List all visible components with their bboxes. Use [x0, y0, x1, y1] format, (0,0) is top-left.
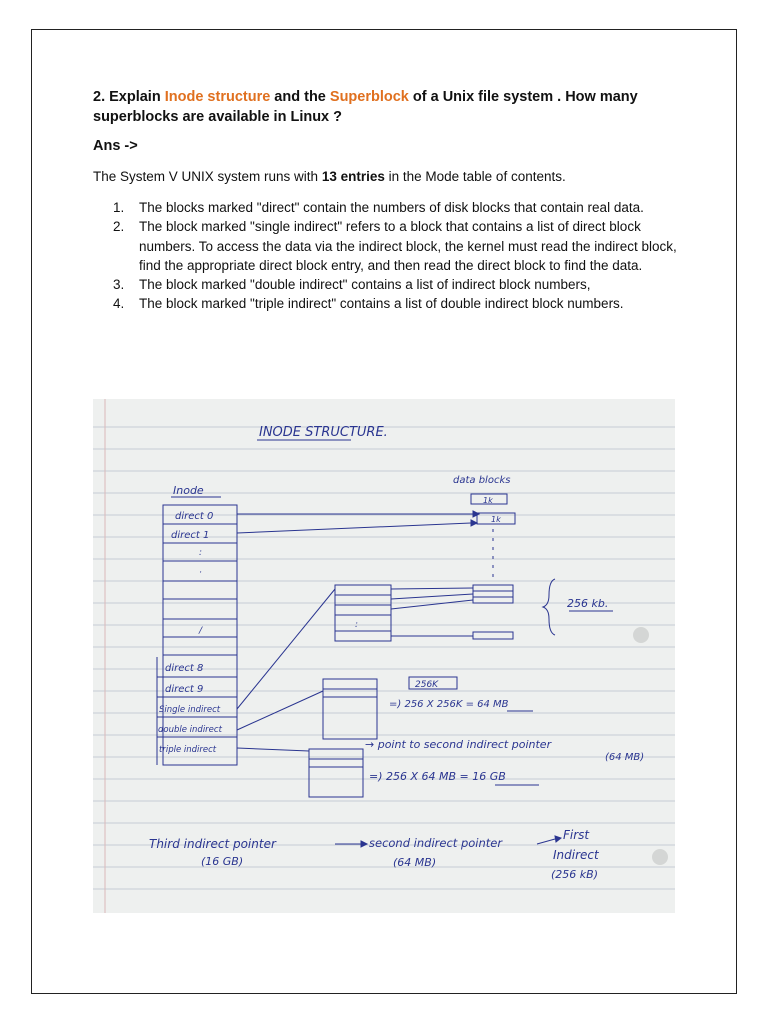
- list-item-number: 1.: [113, 200, 125, 215]
- double-indirect-block: [237, 679, 377, 739]
- inode-sketch: [93, 399, 675, 913]
- intro-bold: 13 entries: [321, 169, 385, 184]
- second-indirect-pointer: second indirect pointer: [369, 836, 503, 850]
- row-direct-0: direct 0: [175, 511, 214, 522]
- list-item: [113, 198, 683, 217]
- block-type-list: [113, 198, 683, 314]
- list-item-number: 3.: [113, 277, 125, 293]
- first-size: (256 kB): [551, 868, 598, 881]
- inode-sketch-photo: [93, 399, 675, 913]
- punch-hole: [633, 627, 649, 643]
- third-size: (16 GB): [201, 855, 244, 868]
- list-item-text: The block marked "single indirect" refers to a block that contains a list of direct block numbers. To access the data via the indirect block, the kernel must read the indirect block, find the appropriate direct block entry, and then read the direct block to find the data.: [139, 219, 677, 273]
- row-dots: ·: [199, 568, 202, 578]
- calc-64mb: =) 256 X 256K = 64 MB: [389, 699, 509, 710]
- block-1k-second: 1k: [491, 515, 501, 524]
- list-item-number: 2.: [113, 219, 125, 235]
- row-dots: :: [199, 548, 203, 558]
- intro-text-pre: The System V UNIX system runs with: [93, 169, 322, 184]
- highlight-superblock: Superblock: [329, 89, 409, 105]
- triple-indirect-block: [237, 748, 363, 797]
- row-single-indirect: Single indirect: [159, 705, 221, 715]
- question-number: 2.: [93, 89, 106, 105]
- intro-paragraph: [93, 169, 566, 184]
- block-1k-top: 1k: [483, 496, 493, 505]
- inode-label: Inode: [173, 484, 204, 497]
- calc-16gb: =) 256 X 64 MB = 16 GB: [369, 770, 506, 783]
- list-item-text: The block marked "double indirect" contains a list of indirect block numbers,: [139, 277, 591, 293]
- list-item-number: 4.: [113, 296, 125, 312]
- intro-text-post: in the Mode table of contents.: [384, 169, 566, 184]
- question-text-pre: Explain: [109, 89, 165, 105]
- first-label: First: [563, 828, 590, 842]
- size-256kb: 256 kb.: [567, 597, 609, 610]
- row-triple-indirect: triple indirect: [159, 745, 217, 755]
- second-size: (64 MB): [393, 856, 437, 869]
- box-256k-label: 256K: [415, 680, 439, 690]
- row-direct-1: direct 1: [171, 530, 210, 541]
- pointer-size: (64 MB): [605, 752, 645, 763]
- list-item: [113, 294, 683, 313]
- list-item: [113, 275, 683, 294]
- pointer-text: → point to second indirect pointer: [365, 738, 552, 751]
- question-text-mid: and the: [270, 89, 330, 105]
- sketch-title: INODE STRUCTURE.: [259, 425, 388, 440]
- direct-pointers: [237, 511, 479, 533]
- brace: [543, 579, 555, 635]
- question-heading: [93, 87, 683, 127]
- single-indirect-dots: :: [355, 620, 359, 630]
- answer-label: Ans ->: [93, 138, 138, 154]
- data-blocks-label: data blocks: [453, 475, 511, 486]
- list-item: [113, 217, 683, 275]
- row-dots: /: [199, 626, 203, 636]
- row-direct-9: direct 9: [165, 684, 204, 695]
- row-double-indirect: double indirect: [158, 725, 222, 735]
- list-item-text: The block marked "triple indirect" contains a list of double indirect block numbers.: [139, 296, 624, 312]
- punch-hole: [652, 849, 668, 865]
- question-text-post: of a Unix file system . How many superblocks are available in Linux ?: [93, 89, 638, 125]
- third-indirect-pointer: Third indirect pointer: [149, 837, 276, 851]
- first-indirect-label: Indirect: [553, 848, 599, 862]
- highlight-inode-structure: Inode structure: [164, 89, 271, 105]
- list-item-text: The blocks marked "direct" contain the numbers of disk blocks that contain real data.: [139, 200, 644, 215]
- row-direct-8: direct 8: [165, 663, 204, 674]
